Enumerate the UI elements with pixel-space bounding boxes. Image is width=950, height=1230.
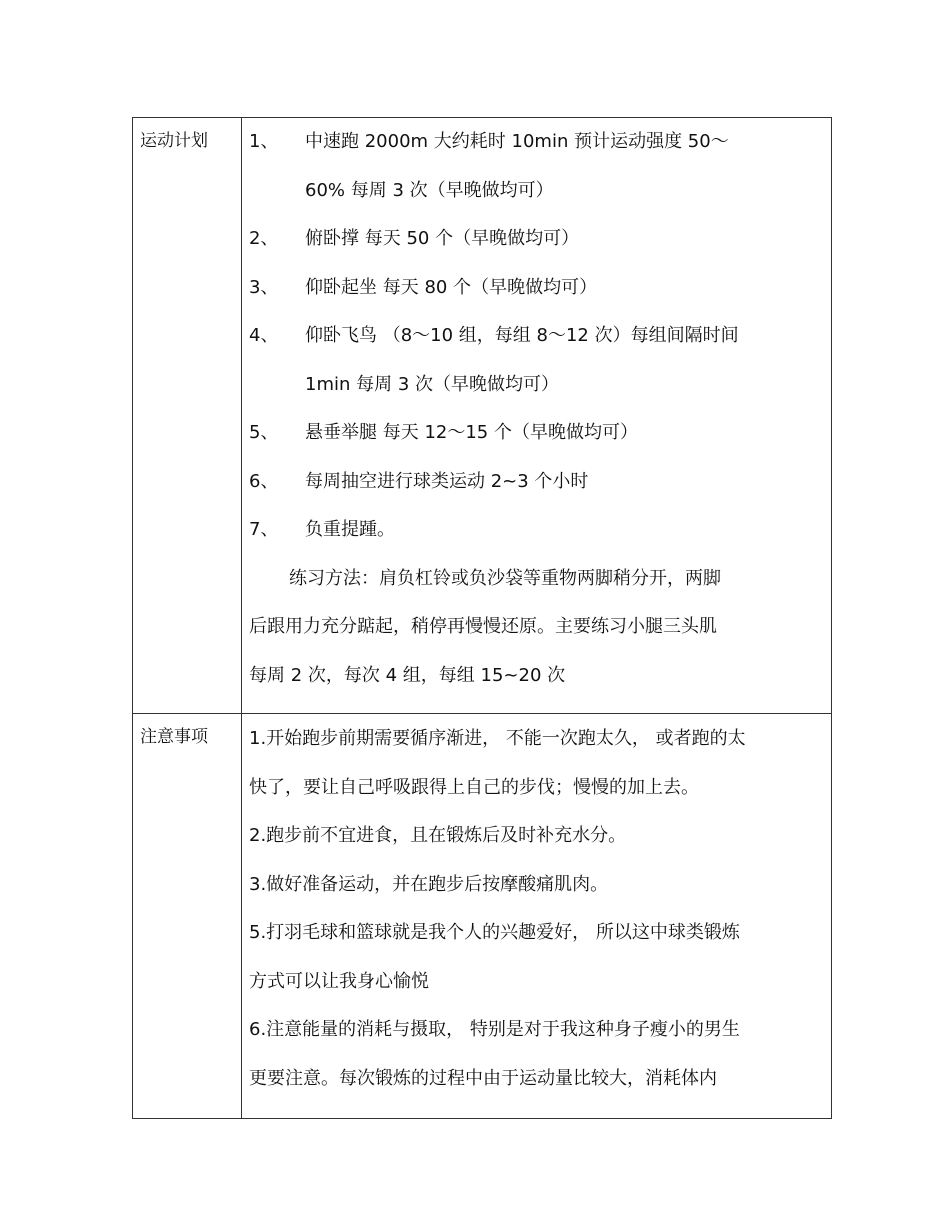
note-line: 5.打羽毛球和篮球就是我个人的兴趣爱好， 所以这中球类锻炼 <box>249 922 740 943</box>
plan-item-1 <box>249 125 831 174</box>
plan-item-3 <box>249 271 831 320</box>
note-line: 更要注意。每次锻炼的过程中由于运动量比较大，消耗体内 <box>249 1067 717 1089</box>
item-text: 负重提踵。 <box>305 519 395 540</box>
plan-item-4-cont <box>249 368 831 417</box>
item-text-cont: 60% 每周 3 次（早晚做均可） <box>305 179 554 201</box>
item-text: 俯卧撑 每天 50 个（早晚做均可） <box>305 228 580 249</box>
item-number: 2、 <box>249 228 279 249</box>
plan-row <box>133 118 832 714</box>
item-text: 悬垂举腿 每天 12～15 个（早晚做均可） <box>305 422 638 443</box>
notes-label-cell <box>133 714 242 1119</box>
item-number: 6、 <box>249 470 279 492</box>
plan-table <box>132 117 832 1119</box>
notes-content-cell <box>242 714 832 1119</box>
notes-row <box>133 714 832 1119</box>
item-text: 中速跑 2000m 大约耗时 10min 预计运动强度 50～ <box>305 131 729 152</box>
item-text: 每周抽空进行球类运动 2~3 个小时 <box>305 470 589 492</box>
note-line: 2.跑步前不宜进食，且在锻炼后及时补充水分。 <box>249 825 627 846</box>
item-number: 7、 <box>249 519 279 540</box>
plan-item-1-cont <box>249 174 831 223</box>
item-number: 5、 <box>249 422 279 443</box>
plan-item-4 <box>249 319 831 368</box>
item-text: 仰卧起坐 每天 80 个（早晚做均可） <box>305 276 598 298</box>
plan-label-cell <box>133 118 242 714</box>
item-number: 4、 <box>249 325 279 346</box>
plan-item-7 <box>249 513 831 562</box>
plan-item-2 <box>249 222 831 271</box>
note-line: 6.注意能量的消耗与摄取， 特别是对于我这种身子瘦小的男生 <box>249 1019 740 1040</box>
plan-item-6 <box>249 465 831 514</box>
plan-item-5 <box>249 416 831 465</box>
plan-content-cell <box>242 118 832 714</box>
plan-label: 运动计划 <box>140 131 208 151</box>
note-line: 快了，要让自己呼吸跟得上自己的步伐；慢慢的加上去。 <box>249 776 699 798</box>
note-line: 3.做好准备运动，并在跑步后按摩酸痛肌肉。 <box>249 873 609 895</box>
item-number: 3、 <box>249 276 279 298</box>
method-line-3: 每周 2 次，每次 4 组，每组 15~20 次 <box>249 664 566 686</box>
item-text-cont: 1min 每周 3 次（早晚做均可） <box>305 373 560 395</box>
notes-label: 注意事项 <box>140 727 208 747</box>
method-line-1: 练习方法：肩负杠铃或负沙袋等重物两脚稍分开，两脚 <box>289 567 721 589</box>
note-line: 方式可以让我身心愉悦 <box>249 970 429 992</box>
item-number: 1、 <box>249 131 279 152</box>
method-line-2: 后跟用力充分踮起，稍停再慢慢还原。主要练习小腿三头肌 <box>249 616 717 637</box>
item-text: 仰卧飞鸟 （8～10 组，每组 8～12 次）每组间隔时间 <box>305 325 739 346</box>
note-line: 1.开始跑步前期需要循序渐进， 不能一次跑太久， 或者跑的太 <box>249 728 746 749</box>
